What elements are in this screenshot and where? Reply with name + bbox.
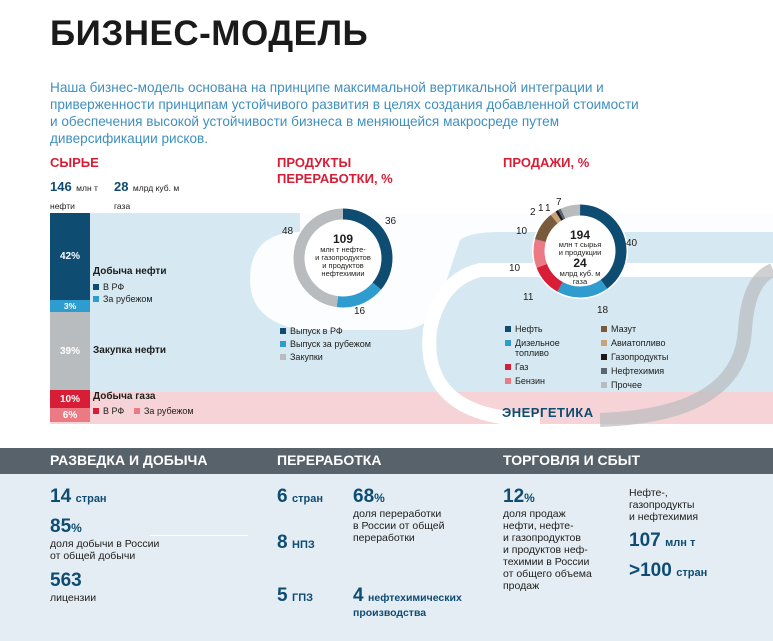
legend-gas-ru: В РФ: [93, 406, 124, 416]
oil-stat: 146 млн т нефти: [50, 179, 98, 211]
sales-heading: ПРОДАЖИ, %: [503, 155, 590, 170]
share-desc: доля добычи в России от общей добычи: [50, 538, 160, 562]
trade-share-stat: 12%: [503, 486, 535, 507]
gas-production-label: Добыча газа: [93, 391, 156, 402]
legend-fuel-oil: Мазут: [601, 324, 701, 334]
legend-oil-abroad: За рубежом: [93, 294, 153, 304]
refining-share-stat: 68%: [353, 486, 385, 507]
trade-share-desc: доля продаж нефти, нефте- и газопродуктов и продуктов неф- техимии в России от общего объема продаж: [503, 508, 592, 592]
legend-oil: Нефть: [505, 324, 595, 334]
legend-oil-ru: В РФ: [93, 282, 124, 292]
energy-label: ЭНЕРГЕТИКА: [502, 405, 594, 420]
col-refining-heading: ПЕРЕРАБОТКА: [277, 452, 382, 468]
square-icon: [505, 364, 511, 370]
square-icon: [601, 326, 607, 332]
sales-center: 194 млн т сырья и продукции 24 млрд куб. м газа: [558, 228, 602, 286]
refining-countries-stat: 6 стран: [277, 486, 324, 507]
segment-gas-ru: 10%: [50, 390, 90, 408]
legend-gasoline: Бензин: [505, 376, 595, 386]
sales-label-1a: 1: [538, 203, 544, 214]
share-stat: 85%: [50, 516, 82, 537]
petrochem-stat: 4 нефтехимических производства: [353, 585, 462, 619]
segment-oil-abroad: 3%: [50, 300, 90, 312]
countries2-stat: >100 стран: [629, 560, 708, 581]
square-icon: [93, 408, 99, 414]
gas-stat: 28 млрд куб. м газа: [114, 179, 180, 211]
intro-text: Наша бизнес-модель основана на принципе максимальной вертикальной интеграции и приверженности принципам устойчивого развития в целях создания добавленной стоимости и обеспечения высокой устойчивости бизнеса в меняющейся макросреде путем диверсификации рисков.: [50, 80, 639, 146]
mt-stat: 107 млн т: [629, 530, 696, 551]
square-icon: [280, 354, 286, 360]
raw-heading: СЫРЬЕ: [50, 155, 99, 170]
legend-gas-abroad: За рубежом: [134, 406, 194, 416]
col-exploration-heading: РАЗВЕДКА И ДОБЫЧА: [50, 452, 208, 468]
legend-petrochem: Нефтехимия: [601, 366, 701, 376]
square-icon: [93, 284, 99, 290]
raw-stacked-bar: [50, 213, 90, 422]
processing-heading: ПРОДУКТЫ ПЕРЕРАБОТКИ, %: [277, 155, 393, 186]
segment-gas-abroad: 6%: [50, 408, 90, 422]
processing-label-36: 36: [385, 216, 397, 227]
segment-oil-purchase: 39%: [50, 312, 90, 390]
square-icon: [505, 326, 511, 332]
countries-stat: 14 стран: [50, 486, 107, 507]
legend-gas-products: Газопродукты: [601, 352, 701, 362]
npz-stat: 8 НПЗ: [277, 532, 315, 553]
square-icon: [601, 354, 607, 360]
divider: [150, 535, 248, 536]
oil-purchase-label: Закупка нефти: [93, 345, 167, 356]
sales-label-18: 18: [597, 305, 609, 316]
processing-center: 109 млн т нефте- и газопродуктов и продуктов нефтехимии: [315, 232, 371, 278]
legend-jet-fuel: Авиатопливо: [601, 338, 701, 348]
sales-label-11: 11: [523, 292, 534, 303]
legend-gas: Газ: [505, 362, 595, 372]
square-icon: [280, 328, 286, 334]
sales-label-10a: 10: [509, 263, 521, 274]
sales-label-40: 40: [626, 238, 638, 249]
square-icon: [505, 340, 511, 346]
sales-legend-right: [601, 324, 701, 390]
square-icon: [134, 408, 140, 414]
square-icon: [280, 341, 286, 347]
oil-production-label: Добыча нефти: [93, 266, 167, 277]
page-title: БИЗНЕС-МОДЕЛЬ: [50, 14, 369, 53]
refining-share-desc: доля переработки в России от общей переработки: [353, 508, 445, 544]
sales-legend-left: [505, 324, 595, 386]
legend-other: Прочее: [601, 380, 701, 390]
square-icon: [93, 296, 99, 302]
sales-label-1b: 1: [545, 203, 551, 214]
processing-label-48: 48: [282, 226, 294, 237]
sales-label-2: 2: [530, 207, 536, 218]
licenses-stat: 563 лицензии: [50, 570, 97, 604]
legend-proc-purchase: Закупки: [280, 352, 323, 362]
col-trade-heading: ТОРГОВЛЯ И СБЫТ: [503, 452, 640, 468]
square-icon: [601, 340, 607, 346]
square-icon: [601, 382, 607, 388]
processing-label-16: 16: [354, 306, 366, 317]
sales-label-7: 7: [556, 197, 562, 208]
products-desc: Нефте-, газопродукты и нефтехимия: [629, 487, 699, 523]
sales-label-10b: 10: [516, 226, 528, 237]
gpz-stat: 5 ГПЗ: [277, 585, 314, 606]
square-icon: [601, 368, 607, 374]
segment-oil-ru: 42%: [50, 213, 90, 300]
legend-proc-ru: Выпуск в РФ: [280, 326, 343, 336]
square-icon: [505, 378, 511, 384]
legend-proc-abroad: Выпуск за рубежом: [280, 339, 371, 349]
legend-diesel: Дизельное топливо: [505, 338, 575, 358]
